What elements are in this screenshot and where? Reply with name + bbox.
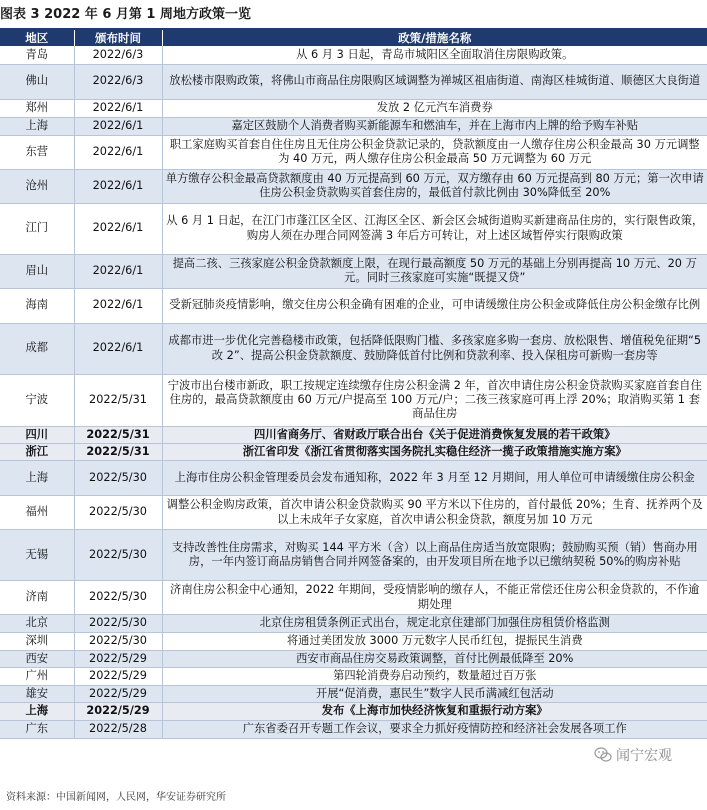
region-cell: 江门 <box>0 203 74 254</box>
date-cell: 2022/6/1 <box>74 288 162 323</box>
table-row <box>0 651 707 668</box>
table-row <box>0 99 707 117</box>
date-cell: 2022/5/30 <box>74 633 162 651</box>
region-cell: 浙江 <box>0 443 74 460</box>
region-cell: 上海 <box>0 117 74 135</box>
policy-cell: 西安市商品住房交易政策调整，首付比例最低降至 20% <box>162 651 707 668</box>
policy-table <box>0 30 707 739</box>
figure-title: 图表 3 2022 年 6 月第 1 周地方政策一览 <box>0 7 251 22</box>
table-header-row <box>0 30 707 46</box>
table-row <box>0 135 707 169</box>
date-cell: 2022/6/3 <box>74 46 162 64</box>
date-cell: 2022/6/1 <box>74 135 162 169</box>
date-cell: 2022/5/31 <box>74 443 162 460</box>
table-row <box>0 254 707 288</box>
region-cell: 郑州 <box>0 99 74 117</box>
source-note: 资料来源：中国新闻网，人民网，华安证券研究所 <box>6 792 226 803</box>
region-cell: 佛山 <box>0 64 74 99</box>
policy-cell: 广东省委召开专题工作会议，要求全力抓好疫情防控和经济社会发展各项工作 <box>162 720 707 738</box>
date-cell: 2022/6/1 <box>74 117 162 135</box>
table-row <box>0 323 707 374</box>
table-row <box>0 117 707 135</box>
region-cell: 广州 <box>0 668 74 685</box>
region-cell: 海南 <box>0 288 74 323</box>
region-cell: 无锡 <box>0 530 74 581</box>
table-row <box>0 530 707 581</box>
policy-cell: 上海市住房公积金管理委员会发布通知称，2022 年 3 月至 12 月期间，用人单位可申请缓缴住房公积金 <box>162 461 707 496</box>
table-row <box>0 426 707 443</box>
table-row <box>0 461 707 496</box>
header-date: 颁布时间 <box>74 30 162 46</box>
date-cell: 2022/5/30 <box>74 615 162 633</box>
table-body <box>0 46 707 738</box>
date-cell: 2022/5/31 <box>74 426 162 443</box>
date-cell: 2022/5/29 <box>74 685 162 702</box>
table-row <box>0 288 707 323</box>
table-row <box>0 169 707 203</box>
region-cell: 广东 <box>0 720 74 738</box>
policy-cell: 宁波市出台楼市新政，职工按规定连续缴存住房公积金满 2 年，首次申请住房公积金贷款购买家庭首套自住住房的，最高贷款额度由 60 万元/户提高至 100 万元/户；二孩三孩家庭可再上浮 20%；取消购买第 1 套商品住房 <box>162 374 707 426</box>
wechat-icon <box>594 747 612 763</box>
table-row <box>0 203 707 254</box>
policy-cell: 调整公积金购房政策，首次申请公积金贷款购买 90 平方米以下住房的，首付最低 20%；生育、抚养两个及以上未成年子女家庭，首次申请公积金贷款，额度另加 10 万元 <box>162 496 707 530</box>
date-cell: 2022/5/30 <box>74 581 162 615</box>
region-cell: 西安 <box>0 651 74 668</box>
policy-cell: 第四轮消费券启动预约，数量超过百万张 <box>162 668 707 685</box>
table-row <box>0 581 707 615</box>
table-row <box>0 633 707 651</box>
policy-cell: 发放 2 亿元汽车消费券 <box>162 99 707 117</box>
policy-cell: 嘉定区鼓励个人消费者购买新能源车和燃油车，并在上海市内上牌的给予购车补贴 <box>162 117 707 135</box>
region-cell: 青岛 <box>0 46 74 64</box>
table-row <box>0 702 707 720</box>
policy-cell: 从 6 月 1 日起，在江门市蓬江区全区、江海区全区、新会区会城街道购买新建商品住房的，实行限售政策，购房人须在办理合同网签满 3 年后方可转让，对上述区域暂停实行限购政策 <box>162 203 707 254</box>
region-cell: 北京 <box>0 615 74 633</box>
policy-cell: 职工家庭购买首套自住住房且无住房公积金贷款记录的，贷款额度由一人缴存住房公积金最高 30 万元调整为 40 万元，两人缴存住房公积金最高 50 万元调整为 60 万元 <box>162 135 707 169</box>
table-row <box>0 443 707 460</box>
table-row <box>0 64 707 99</box>
date-cell: 2022/6/1 <box>74 99 162 117</box>
policy-cell: 发布《上海市加快经济恢复和重振行动方案》 <box>162 702 707 720</box>
date-cell: 2022/6/1 <box>74 169 162 203</box>
table-row <box>0 720 707 738</box>
table-row <box>0 615 707 633</box>
date-cell: 2022/5/29 <box>74 651 162 668</box>
table-row <box>0 46 707 64</box>
date-cell: 2022/5/29 <box>74 702 162 720</box>
date-cell: 2022/5/29 <box>74 668 162 685</box>
policy-cell: 放松楼市限购政策，将佛山市商品住房限购区域调整为禅城区祖庙街道、南海区桂城街道、顺德区大良街道 <box>162 64 707 99</box>
policy-cell: 将通过美团发放 3000 万元数字人民币红包，提振民生消费 <box>162 633 707 651</box>
policy-cell: 济南住房公积金中心通知，2022 年期间，受疫情影响的缴存人，不能正常偿还住房公积金贷款的，不作逾期处理 <box>162 581 707 615</box>
policy-cell: 浙江省印发《浙江省贯彻落实国务院扎实稳住经济一揽子政策措施实施方案》 <box>162 443 707 460</box>
table-row <box>0 668 707 685</box>
date-cell: 2022/6/1 <box>74 254 162 288</box>
policy-cell: 提高二孩、三孩家庭公积金贷款额度上限，在现行最高额度 50 万元的基础上分别再提高 10 万元、20 万元。同时三孩家庭可实施“既提又贷” <box>162 254 707 288</box>
table-row <box>0 685 707 702</box>
region-cell: 雄安 <box>0 685 74 702</box>
table-row <box>0 374 707 426</box>
header-region: 地区 <box>0 30 74 46</box>
region-cell: 沧州 <box>0 169 74 203</box>
date-cell: 2022/5/30 <box>74 530 162 581</box>
date-cell: 2022/6/1 <box>74 323 162 374</box>
policy-cell: 北京住房租赁条例正式出台，规定北京住建部门加强住房租赁价格监测 <box>162 615 707 633</box>
policy-cell: 成都市进一步优化完善稳楼市政策，包括降低限购门槛、多孩家庭多购一套房、放松限售、增值税免征期“5 改 2”、提高公积金贷款额度、鼓励降低首付比例和贷款利率、投入保租房可新购一套房等 <box>162 323 707 374</box>
policy-cell: 单方缴存公积金最高贷款额度由 40 万元提高到 60 万元，双方缴存由 60 万元提高到 80 万元；第一次申请住房公积金贷款购买首套住房的，最低首付款比例由 30%降低至 20% <box>162 169 707 203</box>
region-cell: 济南 <box>0 581 74 615</box>
region-cell: 成都 <box>0 323 74 374</box>
policy-cell: 受新冠肺炎疫情影响，缴交住房公积金确有困难的企业，可申请缓缴住房公积金或降低住房公积金缴存比例 <box>162 288 707 323</box>
date-cell: 2022/6/3 <box>74 64 162 99</box>
region-cell: 四川 <box>0 426 74 443</box>
date-cell: 2022/5/30 <box>74 461 162 496</box>
date-cell: 2022/5/30 <box>74 496 162 530</box>
region-cell: 东营 <box>0 135 74 169</box>
region-cell: 上海 <box>0 702 74 720</box>
policy-cell: 支持改善性住房需求，对购买 144 平方米（含）以上商品住房适当放宽限购；鼓励购买预（销）售商办用房，一年内签订商品房销售合同并网签备案的，由开发项目所在地予以已缴纳契税 50%的购房补贴 <box>162 530 707 581</box>
region-cell: 福州 <box>0 496 74 530</box>
policy-cell: 四川省商务厅、省财政厅联合出台《关于促进消费恢复发展的若干政策》 <box>162 426 707 443</box>
watermark-text: 闻宁宏观 <box>616 748 672 764</box>
date-cell: 2022/5/28 <box>74 720 162 738</box>
date-cell: 2022/5/31 <box>74 374 162 426</box>
table-row <box>0 496 707 530</box>
region-cell: 宁波 <box>0 374 74 426</box>
region-cell: 眉山 <box>0 254 74 288</box>
header-policy: 政策/措施名称 <box>162 30 707 46</box>
policy-cell: 开展“促消费，惠民生”数字人民币满减红包活动 <box>162 685 707 702</box>
region-cell: 深圳 <box>0 633 74 651</box>
watermark <box>594 745 672 765</box>
date-cell: 2022/6/1 <box>74 203 162 254</box>
policy-cell: 从 6 月 3 日起，青岛市城阳区全面取消住房限购政策。 <box>162 46 707 64</box>
region-cell: 上海 <box>0 461 74 496</box>
